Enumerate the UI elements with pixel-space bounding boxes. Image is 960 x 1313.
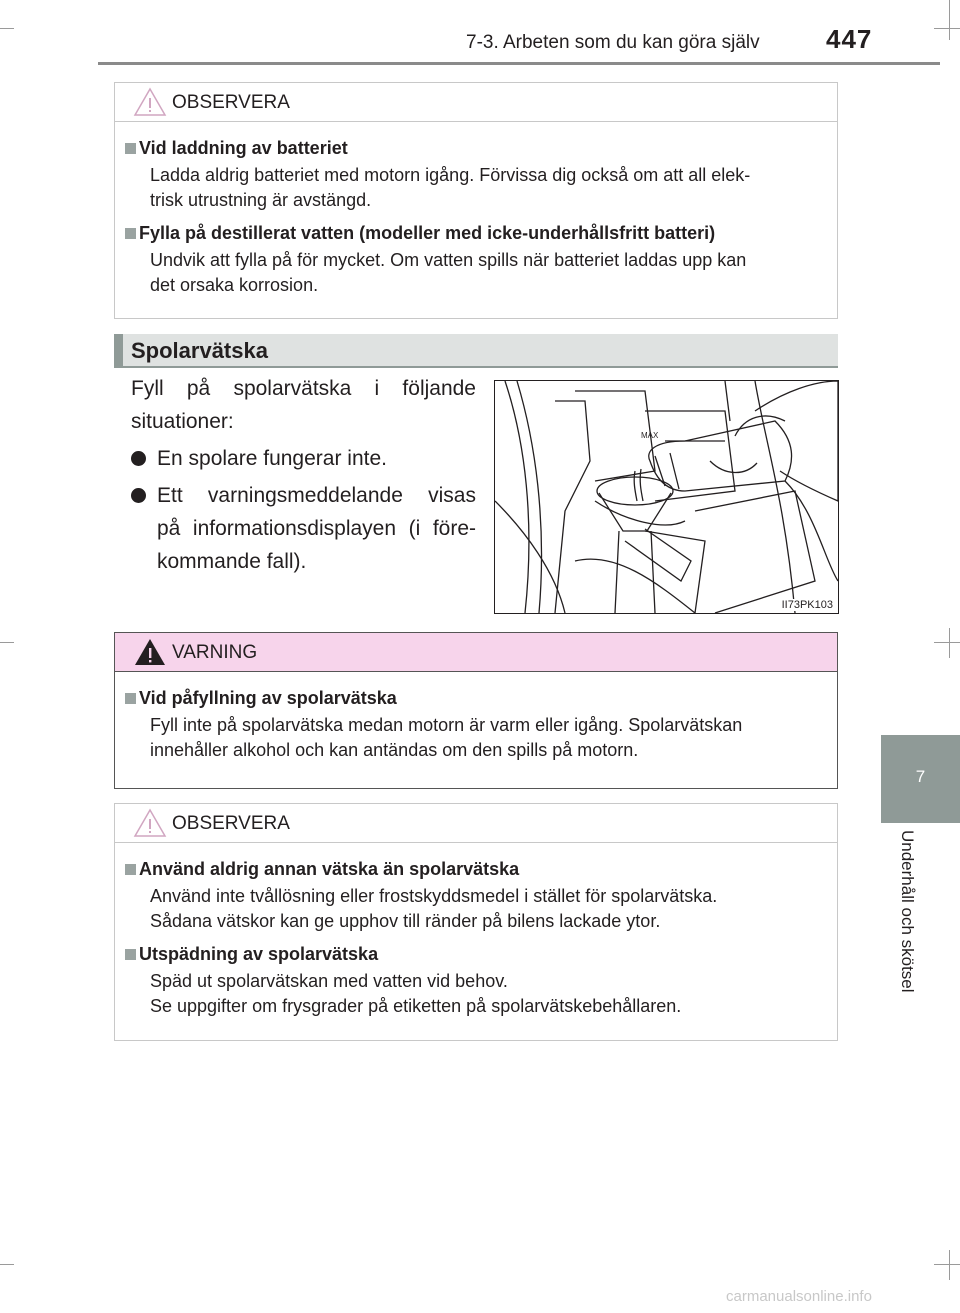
notice-item-text: Använd inte tvållösning eller frostskyddsmedel i stället för spolarvätska. — [150, 886, 718, 906]
notice-item-text: Undvik att fylla på för mycket. Om vatten spills när batteriet laddas upp kan — [150, 250, 747, 270]
notice-item — [115, 138, 825, 213]
square-bullet-icon — [125, 949, 136, 960]
figure-code: II73PK103 — [781, 599, 833, 611]
notice-item-text: det orsaka korrosion. — [150, 275, 319, 295]
notice-header — [115, 804, 837, 843]
notice-item — [115, 223, 825, 298]
square-bullet-icon — [125, 143, 136, 154]
notice-item — [115, 859, 825, 934]
chapter-number: 7 — [915, 767, 926, 786]
chapter-title: Underhåll och skötsel — [898, 830, 917, 993]
notice-item-text: Ladda aldrig batteriet med motorn igång. Förvissa dig också om att all elek- — [150, 165, 751, 185]
notice-item-title: Fylla på destillerat vatten (modeller med icke-underhållsfritt batteri) — [139, 223, 716, 243]
washer-fluid-refill-icon — [495, 381, 838, 613]
notice-box-battery — [114, 82, 838, 319]
notice-item-text: trisk utrustning är avstängd. — [150, 190, 372, 210]
chapter-tab[interactable] — [881, 735, 960, 823]
warning-label: VARNING — [172, 642, 258, 663]
round-bullet-icon — [131, 488, 146, 503]
notice-item-text: Se uppgifter om frysgrader på etiketten på spolarvätskebehållaren. — [150, 996, 682, 1016]
header-divider — [98, 62, 940, 65]
caution-triangle-icon — [133, 86, 167, 118]
section-title-bar — [114, 334, 838, 368]
warning-triangle-icon — [133, 636, 167, 668]
round-bullet-icon — [131, 451, 146, 466]
intro-lead: situationer: — [131, 410, 234, 433]
notice-label: OBSERVERA — [172, 92, 290, 113]
warning-header — [115, 633, 837, 672]
watermark-text: carmanualsonline.info — [726, 1288, 872, 1305]
warning-item-text: Fyll inte på spolarvätska medan motorn är varm eller igång. Spolarvätskan — [150, 715, 743, 735]
page-number: 447 — [826, 24, 873, 54]
notice-header — [115, 83, 837, 122]
bullet-item — [131, 442, 476, 475]
notice-label: OBSERVERA — [172, 813, 290, 834]
bullet-text: En spolare fungerar inte. — [157, 447, 387, 470]
notice-item — [115, 944, 825, 1019]
square-bullet-icon — [125, 864, 136, 875]
warning-item — [115, 688, 825, 763]
square-bullet-icon — [125, 228, 136, 239]
notice-item-title: Utspädning av spolarvätska — [139, 944, 379, 964]
bullet-text: på informationsdisplayen (i före- — [157, 517, 476, 540]
section-title: Spolarvätska — [131, 338, 268, 363]
square-bullet-icon — [125, 693, 136, 704]
bullet-item — [131, 479, 476, 578]
intro-text — [131, 372, 476, 578]
notice-box-washer-fluid — [114, 803, 838, 1041]
warning-item-title: Vid påfyllning av spolarvätska — [139, 688, 397, 708]
caution-triangle-icon — [133, 807, 167, 839]
bullet-text: Ett varningsmeddelande visas — [157, 484, 476, 507]
bullet-text: kommande fall). — [157, 550, 307, 573]
notice-item-text: Sådana vätskor kan ge upphov till ränder på bilens lackade ytor. — [150, 911, 661, 931]
warning-item-text: innehåller alkohol och kan antändas om den spills på motorn. — [150, 740, 639, 760]
notice-item-title: Använd aldrig annan vätska än spolarvätska — [139, 859, 520, 879]
intro-lead: Fyll på spolarvätska i följande — [131, 377, 476, 400]
section-heading: 7-3. Arbeten som du kan göra själv — [466, 32, 760, 53]
notice-item-text: Späd ut spolarvätskan med vatten vid behov. — [150, 971, 508, 991]
svg-text:MAX: MAX — [641, 431, 659, 440]
warning-box — [114, 632, 838, 789]
washer-fluid-figure — [494, 380, 839, 614]
notice-item-title: Vid laddning av batteriet — [139, 138, 348, 158]
